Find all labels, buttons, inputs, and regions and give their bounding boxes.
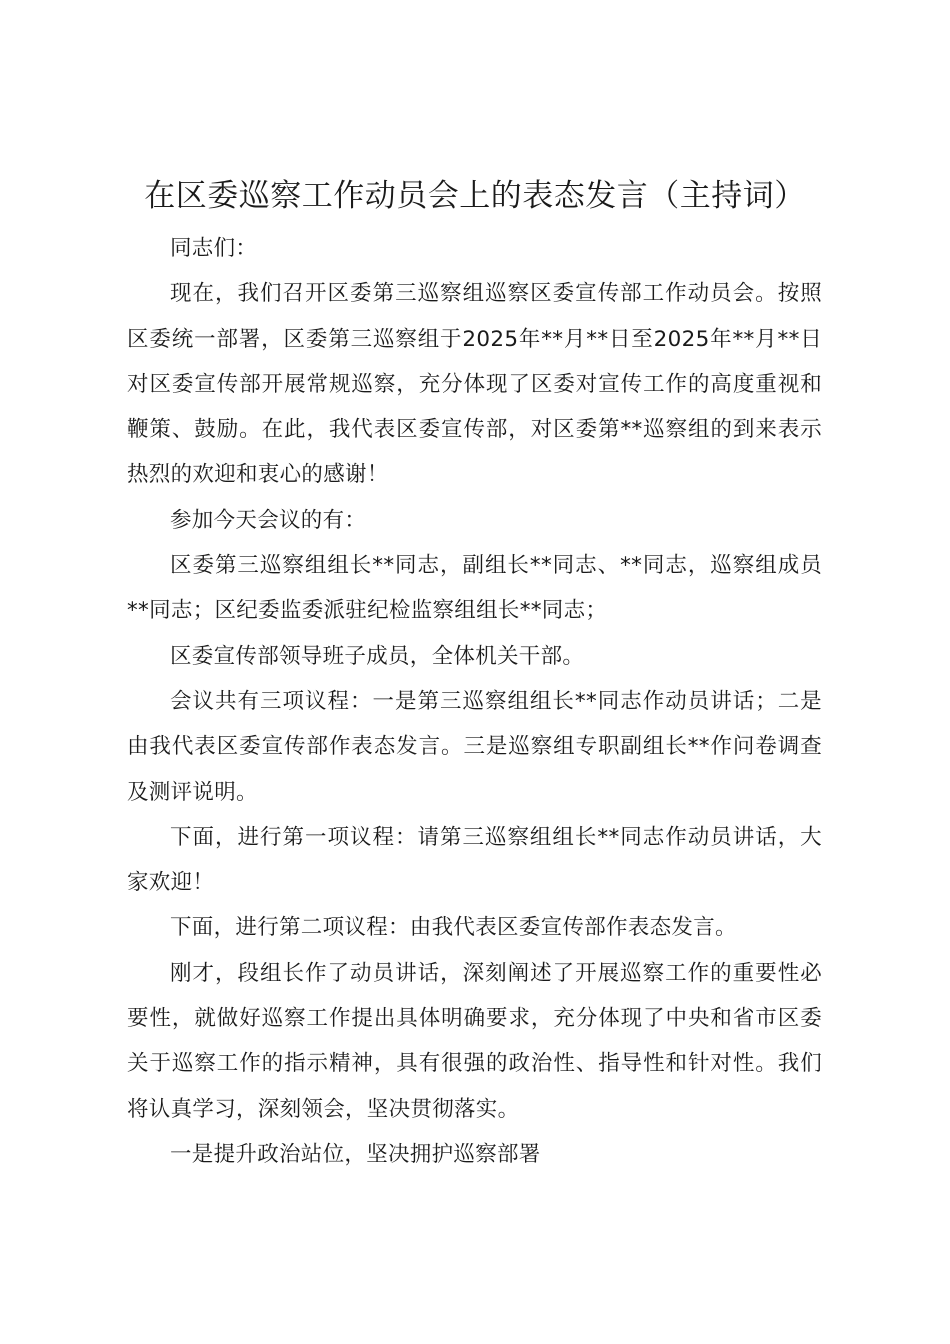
document-body (127, 226, 822, 1177)
attendees-intro-paragraph: 参加今天会议的有： (170, 507, 367, 533)
document-title: 在区委巡察工作动员会上的表态发言（主持词） (144, 178, 806, 214)
agenda-paragraph: 会议共有三项议程：一是第三巡察组组长**同志作动员讲话；二是由我代表区委宣传部作表态发言。三是巡察组专职副组长**作问卷调查及测评说明。 (127, 688, 822, 805)
agenda-item-one-paragraph: 下面，进行第一项议程：请第三巡察组组长**同志作动员讲话，大家欢迎！ (127, 824, 822, 896)
inspection-team-attendees-paragraph: 区委第三巡察组组长**同志，副组长**同志、**同志，巡察组成员**同志；区纪委监委派驻纪检监察组组长**同志； (127, 553, 822, 624)
speech-response-paragraph: 刚才，段组长作了动员讲话，深刻阐述了开展巡察工作的重要性必要性，就做好巡察工作提出具体明确要求，充分体现了中央和省市区委关于巡察工作的指示精神，具有很强的政治性、指导性和针对性。我们将认真学习，深刻领会，坚决贯彻落实。 (127, 960, 822, 1122)
opening-paragraph: 现在，我们召开区委第三巡察组巡察区委宣传部工作动员会。按照区委统一部署，区委第三巡察组于2025年**月**日至2025年**月**日对区委宣传部开展常规巡察，充分体现了区委对宣传工作的高度重视和鞭策、鼓励。在此，我代表区委宣传部，对区委第**巡察组的到来表示热烈的欢迎和衷心的感谢！ (127, 281, 822, 488)
agenda-item-two-paragraph: 下面，进行第二项议程：由我代表区委宣传部作表态发言。 (170, 915, 737, 941)
department-attendees-paragraph: 区委宣传部领导班子成员，全体机关干部。 (170, 643, 585, 669)
salutation-paragraph: 同志们： (170, 236, 258, 261)
section-heading-paragraph: 一是提升政治站位，坚决拥护巡察部署 (170, 1141, 541, 1167)
